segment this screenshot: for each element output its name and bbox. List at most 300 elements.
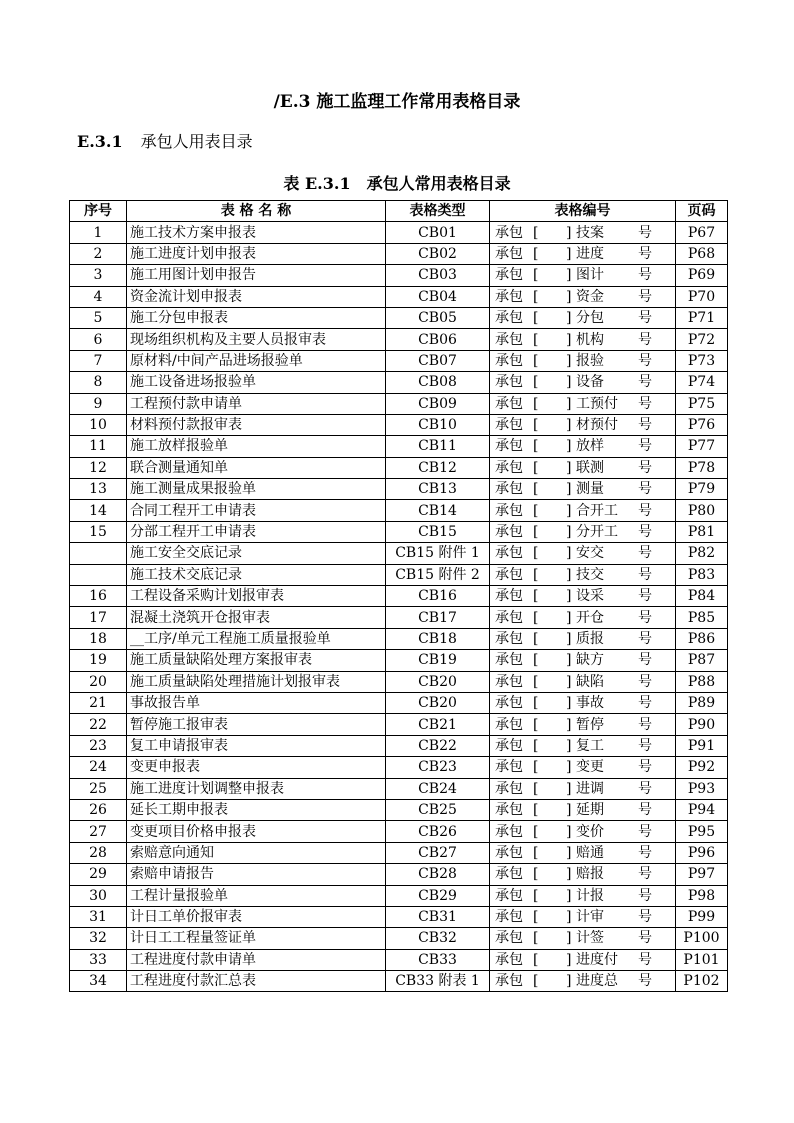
form-code [490, 842, 676, 863]
code-suffix: 号 [638, 652, 652, 669]
table-row [70, 607, 728, 628]
code-suffix: 号 [638, 951, 652, 968]
code-bracket-close: ] [566, 481, 572, 498]
table-row [70, 543, 728, 564]
form-code [490, 350, 676, 371]
row-number: 2 [70, 243, 127, 264]
table-row [70, 757, 728, 778]
code-suffix: 号 [638, 459, 652, 476]
table-row [70, 329, 728, 350]
code-bracket-close: ] [566, 331, 572, 348]
form-name: 施工进度计划调整申报表 [127, 778, 386, 799]
row-number: 3 [70, 265, 127, 286]
code-abbreviation: 安交 [576, 545, 604, 562]
form-type: CB28 [386, 864, 490, 885]
table-row [70, 864, 728, 885]
form-code [490, 393, 676, 414]
form-code [490, 906, 676, 927]
code-bracket-open: [ [533, 438, 539, 455]
form-code [490, 265, 676, 286]
form-name: 原材料/中间产品进场报验单 [127, 350, 386, 371]
page-number: P75 [676, 393, 728, 414]
code-prefix: 承包 [495, 951, 523, 968]
form-code [490, 714, 676, 735]
form-code [490, 885, 676, 906]
code-abbreviation: 资金 [576, 288, 604, 305]
form-name: 计日工工程量签证单 [127, 928, 386, 949]
code-abbreviation: 机构 [576, 331, 604, 348]
form-code [490, 564, 676, 585]
code-bracket-open: [ [533, 930, 539, 947]
form-type: CB31 [386, 906, 490, 927]
page-number: P94 [676, 799, 728, 820]
form-name: 暂停施工报审表 [127, 714, 386, 735]
code-suffix: 号 [638, 438, 652, 455]
table-body [70, 222, 728, 992]
row-number: 6 [70, 329, 127, 350]
form-type: CB01 [386, 222, 490, 243]
form-type: CB33 [386, 949, 490, 970]
form-name: 工程计量报验单 [127, 885, 386, 906]
code-bracket-open: [ [533, 887, 539, 904]
page-number: P83 [676, 564, 728, 585]
code-suffix: 号 [638, 759, 652, 776]
code-bracket-open: [ [533, 352, 539, 369]
row-number: 25 [70, 778, 127, 799]
form-code [490, 457, 676, 478]
form-code [490, 971, 676, 992]
code-bracket-open: [ [533, 609, 539, 626]
code-suffix: 号 [638, 609, 652, 626]
code-abbreviation: 工预付 [576, 395, 618, 412]
form-name: 施工质量缺陷处理方案报审表 [127, 650, 386, 671]
form-name: 混凝土浇筑开仓报审表 [127, 607, 386, 628]
code-bracket-open: [ [533, 566, 539, 583]
form-name: 分部工程开工申请表 [127, 521, 386, 542]
page-number: P72 [676, 329, 728, 350]
form-name: __工序/单元工程施工质量报验单 [127, 628, 386, 649]
code-bracket-open: [ [533, 802, 539, 819]
code-prefix: 承包 [495, 737, 523, 754]
code-bracket-close: ] [566, 352, 572, 369]
code-prefix: 承包 [495, 780, 523, 797]
code-bracket-open: [ [533, 374, 539, 391]
row-number: 13 [70, 479, 127, 500]
code-bracket-close: ] [566, 909, 572, 926]
row-number: 21 [70, 692, 127, 713]
row-number: 20 [70, 671, 127, 692]
page-number: P96 [676, 842, 728, 863]
row-number: 11 [70, 436, 127, 457]
table-row [70, 564, 728, 585]
code-bracket-open: [ [533, 695, 539, 712]
form-name: 施工用图计划申报告 [127, 265, 386, 286]
table-row [70, 414, 728, 435]
code-abbreviation: 测量 [576, 481, 604, 498]
code-bracket-close: ] [566, 887, 572, 904]
code-prefix: 承包 [495, 524, 523, 541]
code-abbreviation: 分开工 [576, 524, 618, 541]
code-abbreviation: 缺方 [576, 652, 604, 669]
form-name: 资金流计划申报表 [127, 286, 386, 307]
row-number: 26 [70, 799, 127, 820]
page-number: P92 [676, 757, 728, 778]
code-abbreviation: 开仓 [576, 609, 604, 626]
form-type: CB32 [386, 928, 490, 949]
code-abbreviation: 复工 [576, 737, 604, 754]
row-number: 9 [70, 393, 127, 414]
form-code [490, 243, 676, 264]
form-code [490, 628, 676, 649]
row-number: 15 [70, 521, 127, 542]
code-bracket-open: [ [533, 823, 539, 840]
code-bracket-close: ] [566, 951, 572, 968]
form-code [490, 414, 676, 435]
form-type: CB33 附表 1 [386, 971, 490, 992]
row-number: 14 [70, 500, 127, 521]
code-bracket-close: ] [566, 502, 572, 519]
code-abbreviation: 技案 [576, 224, 604, 241]
form-code [490, 500, 676, 521]
row-number: 17 [70, 607, 127, 628]
form-type: CB20 [386, 671, 490, 692]
form-type: CB27 [386, 842, 490, 863]
code-bracket-close: ] [566, 716, 572, 733]
row-number: 8 [70, 372, 127, 393]
code-suffix: 号 [638, 866, 652, 883]
form-code [490, 799, 676, 820]
table-row [70, 286, 728, 307]
form-type: CB19 [386, 650, 490, 671]
page-number: P88 [676, 671, 728, 692]
code-prefix: 承包 [495, 224, 523, 241]
page-number: P82 [676, 543, 728, 564]
form-name: 工程进度付款汇总表 [127, 971, 386, 992]
header-name: 表 格 名 称 [127, 201, 386, 222]
code-bracket-close: ] [566, 566, 572, 583]
form-type: CB14 [386, 500, 490, 521]
form-type: CB04 [386, 286, 490, 307]
section-title: 承包人用表目录 [140, 132, 253, 151]
page-number: P68 [676, 243, 728, 264]
code-abbreviation: 延期 [576, 802, 604, 819]
table-header-row [70, 201, 728, 222]
form-code [490, 586, 676, 607]
code-suffix: 号 [638, 716, 652, 733]
form-code [490, 286, 676, 307]
page-number: P101 [676, 949, 728, 970]
row-number: 5 [70, 307, 127, 328]
form-name: 索赔意向通知 [127, 842, 386, 863]
code-bracket-open: [ [533, 780, 539, 797]
page-number: P91 [676, 735, 728, 756]
row-number: 19 [70, 650, 127, 671]
code-prefix: 承包 [495, 588, 523, 605]
code-prefix: 承包 [495, 374, 523, 391]
code-abbreviation: 变价 [576, 823, 604, 840]
form-type: CB03 [386, 265, 490, 286]
table-row [70, 906, 728, 927]
code-abbreviation: 材预付 [576, 417, 618, 434]
page-number: P70 [676, 286, 728, 307]
row-number: 16 [70, 586, 127, 607]
form-name: 现场组织机构及主要人员报审表 [127, 329, 386, 350]
page-number: P71 [676, 307, 728, 328]
form-name: 施工进度计划申报表 [127, 243, 386, 264]
code-suffix: 号 [638, 331, 652, 348]
code-bracket-open: [ [533, 673, 539, 690]
code-bracket-open: [ [533, 951, 539, 968]
code-bracket-close: ] [566, 459, 572, 476]
code-suffix: 号 [638, 245, 652, 262]
form-type: CB26 [386, 821, 490, 842]
code-suffix: 号 [638, 631, 652, 647]
code-bracket-close: ] [566, 288, 572, 305]
table-row [70, 307, 728, 328]
code-bracket-open: [ [533, 267, 539, 284]
table-caption: 表 E.3.1 承包人常用表格目录 [283, 174, 511, 193]
table-row [70, 350, 728, 371]
page-number: P86 [676, 628, 728, 649]
table-row [70, 650, 728, 671]
code-suffix: 号 [638, 524, 652, 541]
row-number: 10 [70, 414, 127, 435]
code-abbreviation: 合开工 [576, 502, 618, 519]
code-suffix: 号 [638, 395, 652, 412]
code-abbreviation: 技交 [576, 566, 604, 583]
code-abbreviation: 分包 [576, 310, 604, 327]
table-row [70, 222, 728, 243]
code-bracket-open: [ [533, 716, 539, 733]
table-row [70, 928, 728, 949]
table-row [70, 436, 728, 457]
code-suffix: 号 [638, 288, 652, 305]
code-suffix: 号 [638, 737, 652, 754]
code-bracket-close: ] [566, 417, 572, 434]
row-number: 4 [70, 286, 127, 307]
row-number: 18 [70, 628, 127, 649]
page-number: P99 [676, 906, 728, 927]
form-code [490, 222, 676, 243]
form-type: CB11 [386, 436, 490, 457]
code-suffix: 号 [638, 887, 652, 904]
form-name: 材料预付款报审表 [127, 414, 386, 435]
form-type: CB24 [386, 778, 490, 799]
row-number: 12 [70, 457, 127, 478]
code-abbreviation: 计签 [576, 930, 604, 947]
row-number [70, 543, 127, 564]
code-abbreviation: 质报 [576, 631, 604, 647]
form-name: 变更申报表 [127, 757, 386, 778]
form-type: CB16 [386, 586, 490, 607]
code-bracket-close: ] [566, 267, 572, 284]
code-abbreviation: 设备 [576, 374, 604, 391]
code-prefix: 承包 [495, 652, 523, 669]
code-bracket-open: [ [533, 759, 539, 776]
code-bracket-open: [ [533, 395, 539, 412]
form-name: 联合测量通知单 [127, 457, 386, 478]
code-bracket-close: ] [566, 224, 572, 241]
code-bracket-close: ] [566, 866, 572, 883]
code-bracket-open: [ [533, 844, 539, 861]
code-prefix: 承包 [495, 502, 523, 519]
page-number: P76 [676, 414, 728, 435]
code-prefix: 承包 [495, 352, 523, 369]
code-bracket-open: [ [533, 631, 539, 647]
page-number: P102 [676, 971, 728, 992]
code-suffix: 号 [638, 374, 652, 391]
code-bracket-open: [ [533, 545, 539, 562]
section-heading [77, 129, 253, 152]
code-suffix: 号 [638, 823, 652, 840]
header-type: 表格类型 [386, 201, 490, 222]
code-bracket-close: ] [566, 802, 572, 819]
code-bracket-close: ] [566, 695, 572, 712]
table-row [70, 885, 728, 906]
code-abbreviation: 进调 [576, 780, 604, 797]
row-number: 24 [70, 757, 127, 778]
code-prefix: 承包 [495, 545, 523, 562]
code-suffix: 号 [638, 566, 652, 583]
code-bracket-open: [ [533, 909, 539, 926]
code-prefix: 承包 [495, 823, 523, 840]
form-code [490, 821, 676, 842]
row-number: 29 [70, 864, 127, 885]
code-suffix: 号 [638, 973, 652, 990]
code-bracket-open: [ [533, 588, 539, 605]
code-prefix: 承包 [495, 802, 523, 819]
page-number: P100 [676, 928, 728, 949]
form-code [490, 372, 676, 393]
form-name: 工程预付款申请单 [127, 393, 386, 414]
code-prefix: 承包 [495, 459, 523, 476]
code-bracket-close: ] [566, 631, 572, 647]
page-number: P80 [676, 500, 728, 521]
form-code [490, 864, 676, 885]
table-row [70, 692, 728, 713]
code-suffix: 号 [638, 352, 652, 369]
form-name: 施工质量缺陷处理措施计划报审表 [127, 671, 386, 692]
code-prefix: 承包 [495, 267, 523, 284]
row-number [70, 564, 127, 585]
form-code [490, 607, 676, 628]
code-bracket-close: ] [566, 374, 572, 391]
section-number: E.3.1 [77, 132, 123, 151]
form-name: 施工放样报验单 [127, 436, 386, 457]
code-bracket-close: ] [566, 524, 572, 541]
page-number: P89 [676, 692, 728, 713]
code-prefix: 承包 [495, 438, 523, 455]
form-type: CB15 [386, 521, 490, 542]
page-number: P93 [676, 778, 728, 799]
code-prefix: 承包 [495, 887, 523, 904]
form-type: CB22 [386, 735, 490, 756]
row-number: 28 [70, 842, 127, 863]
code-prefix: 承包 [495, 673, 523, 690]
code-bracket-open: [ [533, 973, 539, 990]
code-prefix: 承包 [495, 695, 523, 712]
code-suffix: 号 [638, 502, 652, 519]
form-type: CB15 附件 2 [386, 564, 490, 585]
code-bracket-open: [ [533, 502, 539, 519]
code-suffix: 号 [638, 417, 652, 434]
code-bracket-close: ] [566, 973, 572, 990]
code-suffix: 号 [638, 695, 652, 712]
code-suffix: 号 [638, 310, 652, 327]
code-abbreviation: 变更 [576, 759, 604, 776]
form-name: 施工设备进场报验单 [127, 372, 386, 393]
code-prefix: 承包 [495, 566, 523, 583]
code-bracket-close: ] [566, 438, 572, 455]
code-bracket-open: [ [533, 866, 539, 883]
form-name: 索赔申请报告 [127, 864, 386, 885]
code-prefix: 承包 [495, 310, 523, 327]
form-catalog-table [69, 200, 728, 992]
code-bracket-open: [ [533, 481, 539, 498]
form-code [490, 307, 676, 328]
code-suffix: 号 [638, 909, 652, 926]
code-abbreviation: 放样 [576, 438, 604, 455]
form-type: CB29 [386, 885, 490, 906]
form-type: CB05 [386, 307, 490, 328]
page-number: P85 [676, 607, 728, 628]
code-bracket-close: ] [566, 310, 572, 327]
table-row [70, 393, 728, 414]
row-number: 23 [70, 735, 127, 756]
form-name: 施工技术交底记录 [127, 564, 386, 585]
code-prefix: 承包 [495, 631, 523, 647]
form-code [490, 735, 676, 756]
row-number: 27 [70, 821, 127, 842]
code-abbreviation: 赔报 [576, 866, 604, 883]
table-row [70, 821, 728, 842]
row-number: 30 [70, 885, 127, 906]
code-suffix: 号 [638, 780, 652, 797]
form-code [490, 757, 676, 778]
code-prefix: 承包 [495, 909, 523, 926]
page-number: P84 [676, 586, 728, 607]
form-type: CB15 附件 1 [386, 543, 490, 564]
form-name: 工程进度付款申请单 [127, 949, 386, 970]
form-type: CB10 [386, 414, 490, 435]
form-code [490, 543, 676, 564]
page-number: P69 [676, 265, 728, 286]
page-number: P97 [676, 864, 728, 885]
code-bracket-close: ] [566, 609, 572, 626]
form-type: CB13 [386, 479, 490, 500]
code-suffix: 号 [638, 588, 652, 605]
form-type: CB18 [386, 628, 490, 649]
code-bracket-close: ] [566, 930, 572, 947]
table-row [70, 372, 728, 393]
code-suffix: 号 [638, 545, 652, 562]
form-type: CB17 [386, 607, 490, 628]
code-bracket-close: ] [566, 844, 572, 861]
form-type: CB25 [386, 799, 490, 820]
form-name: 施工测量成果报验单 [127, 479, 386, 500]
code-bracket-open: [ [533, 737, 539, 754]
code-prefix: 承包 [495, 844, 523, 861]
code-prefix: 承包 [495, 930, 523, 947]
table-row [70, 479, 728, 500]
table-row [70, 714, 728, 735]
page-number: P98 [676, 885, 728, 906]
row-number: 34 [70, 971, 127, 992]
form-type: CB12 [386, 457, 490, 478]
form-type: CB23 [386, 757, 490, 778]
code-prefix: 承包 [495, 759, 523, 776]
form-type: CB06 [386, 329, 490, 350]
